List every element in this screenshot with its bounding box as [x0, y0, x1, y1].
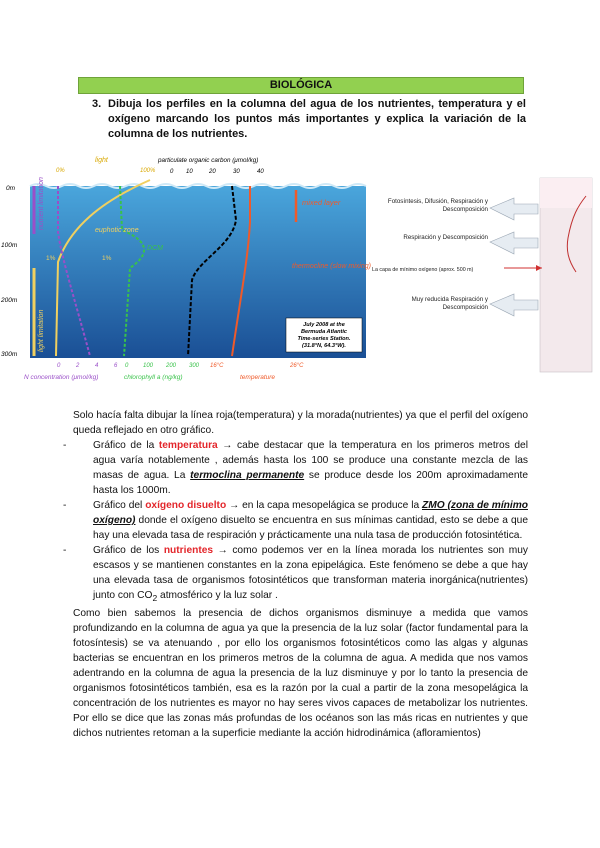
intro-paragraph: Solo hacía falta dibujar la línea roja(temperatura) y la morada(nutrientes) ya que el perfil del oxígeno queda reflejado en otro gráfico. — [73, 410, 528, 436]
light-1pct-label: 1% — [46, 255, 56, 262]
temp-axis-tick: 16°C — [210, 363, 224, 369]
answer-body — [73, 408, 528, 741]
depth-label: 300m — [1, 351, 18, 358]
light-axis-100: 100% — [140, 168, 156, 174]
chl-axis-tick: 300 — [189, 363, 200, 369]
poc-axis-label: particulate organic carbon (μmol/kg) — [158, 157, 259, 164]
thermocline-label: thermocline (slow mixing) — [292, 263, 371, 270]
light-1pct-label-2: 1% — [102, 255, 112, 262]
n-axis-label: N concentration (μmol/kg) — [24, 374, 99, 381]
poc-tick: 30 — [233, 169, 240, 175]
term-zmo: ZMO (zona de mínimo oxígeno) — [93, 500, 528, 526]
keyword-oxygen: oxígeno disuelto — [145, 500, 227, 511]
n-axis-tick: 6 — [114, 363, 118, 369]
mixed-layer-label: mixed layer — [302, 198, 341, 207]
n-axis-tick: 2 — [76, 363, 80, 369]
light-axis-label: light — [95, 157, 108, 164]
depth-label: 0m — [6, 185, 16, 192]
keyword-temperature: temperatura — [158, 440, 218, 451]
bullet-text: → en la capa mesopelágica se produce la — [226, 500, 422, 511]
light-limitation-label: light limitation — [38, 309, 45, 352]
nutrient-limitation-label: nutrient limitation — [38, 177, 45, 230]
subscript: 2 — [152, 593, 158, 604]
bullet-text: → como podemos ver en la línea morada los nutrientes son muy escasos y se mantienen constantes en la zona epipelágica. Este fenómeno se debe a que hay una elevada tasa de organismos fotosintéticos que transforman materia inorgánica(nutrientes) junto con CO — [93, 545, 529, 601]
temp-axis-label: temperature — [240, 374, 276, 381]
chl-axis-tick: 200 — [166, 363, 177, 369]
label-reduced-respiration: Muy reducida Respiración y Descomposición — [411, 296, 488, 311]
section-title: BIOLÓGICA — [269, 79, 333, 91]
question-text: Dibuja los perfiles en la columna del agua de los nutrientes, temperatura y el oxígeno marcando los puntos más importantes y explica la variación de la columna de los nutrientes. — [108, 98, 526, 140]
poc-tick: 0 — [170, 169, 174, 175]
label-photosynthesis: Fotosíntesis, Difusión, Respiración y Descomposición — [387, 198, 488, 213]
chl-axis-tick: 0 — [125, 363, 129, 369]
keyword-nutrients: nutrientes — [163, 545, 214, 556]
n-axis-tick: 4 — [95, 363, 99, 369]
label-min-oxygen: La capa de mínimo oxígeno (aprox. 500 m) — [372, 267, 474, 273]
profile-bullets — [73, 438, 528, 606]
euphotic-zone-label: euphotic zone — [95, 227, 139, 234]
station-note-line: Bermuda Atlantic — [300, 329, 348, 335]
poc-tick: 40 — [257, 169, 264, 175]
final-paragraph: Como bien sabemos la presencia de dichos organismos disminuye a medida que vamos profundizando en la columna de agua ya que la presencia de la luz solar (factor fundamental para la fotosíntesis) se va atenuando , por ello los organismos fotosintéticos como las algas y algunas bacterias se encuentran en los primeros metros de la columna de agua. A medida que nos vamos adentrando en la columna de agua la presencia de la luz disminuye y por lo tanto la presencia de organismos fotosintéticos también, esa es la razón por la cual a partir de la zona mesopelágica la concentración de los nutrientes es mayor no hay seres vivos capaces de metabolizar los nutrientes. Por ello se dice que las zonas más profundas de los océanos son las más ricas en nutrientes y que dichos nutrientes retoman a la superficie mediante la acción hidrodinámica (afloramientos) — [73, 608, 528, 740]
bullet-text: atmosférico y la luz solar . — [157, 590, 278, 601]
term-thermocline: termoclina permanente — [190, 470, 305, 481]
temp-axis-tick: 26°C — [290, 363, 304, 369]
bullet-text: Gráfico de la — [93, 440, 159, 451]
dcm-label: DCM — [147, 245, 163, 252]
station-note-line: July 2008 at the — [303, 322, 345, 328]
question-number: 3. — [92, 98, 102, 110]
station-note-line: Time-series Station. — [297, 336, 351, 342]
poc-tick: 20 — [209, 169, 216, 175]
poc-tick: 10 — [186, 169, 193, 175]
n-axis-tick: 0 — [57, 363, 61, 369]
bullet-text: donde el oxígeno disuelto se encuentra en sus mínimas cantidad, esto se debe a que hay una elevada tasa de respiración y prácticamente una nula tasa de producción fotosintética. — [93, 515, 528, 541]
light-axis-0: 0% — [56, 168, 65, 174]
label-respiration: Respiración y Descomposición — [403, 234, 488, 241]
bullet-nutrients — [73, 543, 528, 606]
oxygen-zones-figure — [372, 176, 598, 376]
chl-axis-tick: 100 — [143, 363, 154, 369]
depth-label: 200m — [1, 297, 18, 304]
depth-label: 100m — [1, 242, 18, 249]
bullet-text: Gráfico del — [93, 500, 146, 511]
bullet-text: → cabe destacar que la temperatura en los primeros metros del agua varía notablemente , además hasta los 100 se produce una constante mezcla de las masas de agua. La — [93, 440, 528, 481]
bullet-text: Gráfico de los — [93, 545, 164, 556]
chl-axis-label: chlorophyll a (ng/kg) — [124, 374, 183, 381]
bullet-oxygen — [73, 498, 528, 543]
bullet-text: se produce desde los 200m aproximadamente hasta los 1000m. — [93, 470, 528, 496]
section-banner — [78, 77, 524, 94]
bullet-temperature — [73, 438, 528, 498]
station-note-line: (31.8°N, 64.3°W). — [302, 343, 346, 349]
ocean-profiles-figure — [0, 150, 372, 386]
